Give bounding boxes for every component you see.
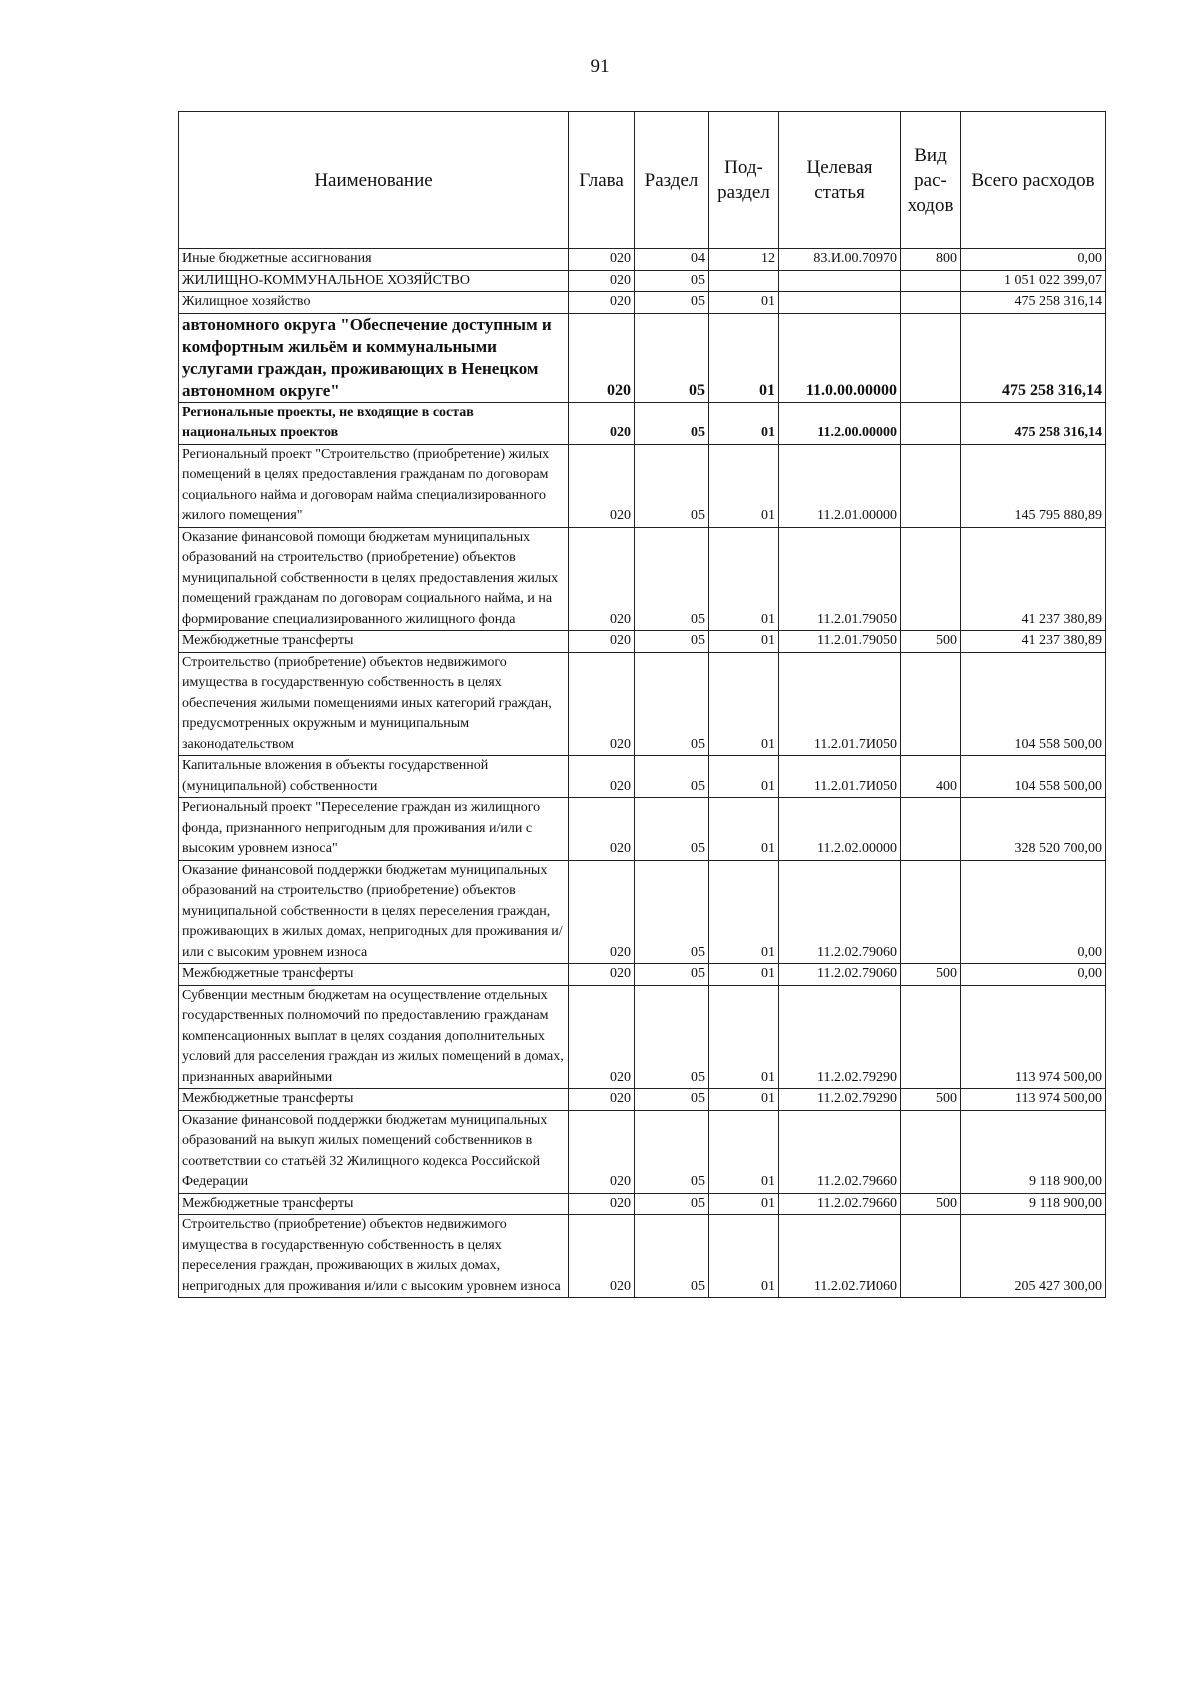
cell-glava: 020 <box>569 964 635 986</box>
cell-podrazdel: 01 <box>709 652 779 756</box>
cell-podrazdel <box>709 270 779 292</box>
cell-name: Строительство (приобретение) объектов недвижимого имущества в государственную собственность в целях обеспечения жилыми помещениями иных категорий граждан, предусмотренных окружным и муниципальным законодательством <box>179 652 569 756</box>
table-row <box>179 1215 1106 1298</box>
cell-total: 104 558 500,00 <box>961 756 1106 798</box>
cell-celevaya: 11.2.02.79290 <box>779 985 901 1089</box>
cell-vid <box>901 798 961 861</box>
cell-total: 0,00 <box>961 860 1106 964</box>
cell-total: 9 118 900,00 <box>961 1110 1106 1193</box>
cell-total: 475 258 316,14 <box>961 313 1106 402</box>
cell-podrazdel: 01 <box>709 631 779 653</box>
cell-razdel: 05 <box>635 964 709 986</box>
cell-vid <box>901 985 961 1089</box>
cell-celevaya: 11.2.02.79290 <box>779 1089 901 1111</box>
table-row <box>179 270 1106 292</box>
cell-glava: 020 <box>569 527 635 631</box>
cell-razdel: 05 <box>635 527 709 631</box>
cell-name: Строительство (приобретение) объектов недвижимого имущества в государственную собственность в целях переселения граждан, проживающих в жилых домах, непригодных для проживания и/или с высоким уровнем износа <box>179 1215 569 1298</box>
cell-celevaya: 11.2.00.00000 <box>779 402 901 444</box>
cell-razdel: 05 <box>635 798 709 861</box>
cell-celevaya: 11.2.01.7И050 <box>779 756 901 798</box>
cell-celevaya <box>779 270 901 292</box>
cell-name: Субвенции местным бюджетам на осуществление отдельных государственных полномочий по предоставлению гражданам компенсационных выплат в целях создания дополнительных условий для расселения граждан из жилых помещений в домах, признанных аварийными <box>179 985 569 1089</box>
cell-name: Оказание финансовой помощи бюджетам муниципальных образований на строительство (приобретение) объектов муниципальной собственности в целях предоставления жилых помещений гражданам по договорам социального найма, и на формирование специализированного жилищного фонда <box>179 527 569 631</box>
cell-podrazdel: 01 <box>709 1193 779 1215</box>
cell-total: 0,00 <box>961 249 1106 271</box>
cell-podrazdel: 01 <box>709 527 779 631</box>
cell-vid: 500 <box>901 631 961 653</box>
cell-name: Оказание финансовой поддержки бюджетам муниципальных образований на выкуп жилых помещений собственников в соответствии со статьёй 32 Жилищного кодекса Российской Федерации <box>179 1110 569 1193</box>
cell-name: Региональный проект "Строительство (приобретение) жилых помещений в целях предоставления гражданам по договорам социального найма и договорам найма специализированного жилого помещения" <box>179 444 569 527</box>
cell-glava: 020 <box>569 1215 635 1298</box>
cell-celevaya: 11.2.01.7И050 <box>779 652 901 756</box>
table-row <box>179 652 1106 756</box>
cell-total: 113 974 500,00 <box>961 985 1106 1089</box>
cell-vid: 500 <box>901 964 961 986</box>
cell-vid <box>901 652 961 756</box>
cell-vid <box>901 1215 961 1298</box>
cell-name: Межбюджетные трансферты <box>179 964 569 986</box>
cell-name: Региональный проект "Переселение граждан из жилищного фонда, признанного непригодным для проживания и/или с высоким уровнем износа" <box>179 798 569 861</box>
cell-razdel: 05 <box>635 402 709 444</box>
cell-vid: 500 <box>901 1193 961 1215</box>
cell-total: 475 258 316,14 <box>961 292 1106 314</box>
cell-total: 145 795 880,89 <box>961 444 1106 527</box>
cell-name: Жилищное хозяйство <box>179 292 569 314</box>
cell-podrazdel: 01 <box>709 444 779 527</box>
cell-podrazdel: 01 <box>709 985 779 1089</box>
cell-total: 328 520 700,00 <box>961 798 1106 861</box>
cell-total: 113 974 500,00 <box>961 1089 1106 1111</box>
cell-total: 0,00 <box>961 964 1106 986</box>
cell-vid <box>901 270 961 292</box>
table-row <box>179 1110 1106 1193</box>
cell-celevaya: 11.2.02.79060 <box>779 964 901 986</box>
cell-vid <box>901 402 961 444</box>
table-row <box>179 527 1106 631</box>
header-celevaya: Целевая статья <box>779 112 901 249</box>
cell-name: ЖИЛИЩНО-КОММУНАЛЬНОЕ ХОЗЯЙСТВО <box>179 270 569 292</box>
cell-name: Межбюджетные трансферты <box>179 1193 569 1215</box>
cell-total: 1 051 022 399,07 <box>961 270 1106 292</box>
cell-celevaya <box>779 292 901 314</box>
cell-razdel: 05 <box>635 1089 709 1111</box>
cell-total: 41 237 380,89 <box>961 527 1106 631</box>
cell-podrazdel: 01 <box>709 860 779 964</box>
cell-name: Оказание финансовой поддержки бюджетам муниципальных образований на строительство (приобретение) объектов муниципальной собственности в целях переселения граждан, проживающих в жилых домах, непригодных для проживания и/или с высоким уровнем износа <box>179 860 569 964</box>
header-vid: Вид рас- ходов <box>901 112 961 249</box>
header-podrazdel: Под- раздел <box>709 112 779 249</box>
cell-name: автономного округа "Обеспечение доступным и комфортным жильём и коммунальными услугами граждан, проживающих в Ненецком автономном округе" <box>179 313 569 402</box>
cell-razdel: 05 <box>635 313 709 402</box>
cell-podrazdel: 01 <box>709 798 779 861</box>
cell-vid <box>901 444 961 527</box>
cell-glava: 020 <box>569 756 635 798</box>
cell-vid: 500 <box>901 1089 961 1111</box>
cell-razdel: 05 <box>635 1110 709 1193</box>
cell-name: Капитальные вложения в объекты государственной (муниципальной) собственности <box>179 756 569 798</box>
cell-glava: 020 <box>569 631 635 653</box>
cell-celevaya: 11.2.02.79660 <box>779 1110 901 1193</box>
table-row <box>179 444 1106 527</box>
cell-celevaya: 11.2.02.79060 <box>779 860 901 964</box>
cell-vid: 800 <box>901 249 961 271</box>
cell-total: 205 427 300,00 <box>961 1215 1106 1298</box>
cell-glava: 020 <box>569 249 635 271</box>
cell-glava: 020 <box>569 860 635 964</box>
cell-glava: 020 <box>569 1110 635 1193</box>
cell-glava: 020 <box>569 313 635 402</box>
cell-celevaya: 11.2.02.00000 <box>779 798 901 861</box>
page-number: 91 <box>590 56 610 77</box>
cell-name: Региональные проекты, не входящие в состав национальных проектов <box>179 402 569 444</box>
cell-celevaya: 83.И.00.70970 <box>779 249 901 271</box>
cell-podrazdel: 01 <box>709 1089 779 1111</box>
cell-podrazdel: 01 <box>709 402 779 444</box>
cell-glava: 020 <box>569 1193 635 1215</box>
table-row <box>179 1089 1106 1111</box>
cell-razdel: 05 <box>635 292 709 314</box>
cell-celevaya: 11.2.01.79050 <box>779 631 901 653</box>
cell-celevaya: 11.2.02.7И060 <box>779 1215 901 1298</box>
cell-vid <box>901 1110 961 1193</box>
table-row <box>179 798 1106 861</box>
table-row <box>179 249 1106 271</box>
cell-podrazdel: 01 <box>709 1215 779 1298</box>
cell-podrazdel: 12 <box>709 249 779 271</box>
cell-razdel: 04 <box>635 249 709 271</box>
table-row <box>179 860 1106 964</box>
header-razdel: Раздел <box>635 112 709 249</box>
cell-celevaya: 11.2.01.00000 <box>779 444 901 527</box>
table-row <box>179 1193 1106 1215</box>
cell-glava: 020 <box>569 652 635 756</box>
table-row <box>179 756 1106 798</box>
table-row <box>179 292 1106 314</box>
cell-glava: 020 <box>569 985 635 1089</box>
cell-glava: 020 <box>569 270 635 292</box>
cell-name: Межбюджетные трансферты <box>179 631 569 653</box>
cell-glava: 020 <box>569 402 635 444</box>
cell-total: 104 558 500,00 <box>961 652 1106 756</box>
header-row <box>179 112 1106 249</box>
cell-name: Межбюджетные трансферты <box>179 1089 569 1111</box>
cell-razdel: 05 <box>635 1193 709 1215</box>
cell-glava: 020 <box>569 798 635 861</box>
cell-razdel: 05 <box>635 631 709 653</box>
cell-podrazdel: 01 <box>709 313 779 402</box>
cell-celevaya: 11.2.02.79660 <box>779 1193 901 1215</box>
cell-vid <box>901 313 961 402</box>
cell-total: 9 118 900,00 <box>961 1193 1106 1215</box>
header-total: Всего расходов <box>961 112 1106 249</box>
table-row <box>179 631 1106 653</box>
cell-razdel: 05 <box>635 756 709 798</box>
cell-podrazdel: 01 <box>709 292 779 314</box>
cell-razdel: 05 <box>635 652 709 756</box>
cell-podrazdel: 01 <box>709 756 779 798</box>
table-row <box>179 402 1106 444</box>
cell-razdel: 05 <box>635 860 709 964</box>
cell-total: 41 237 380,89 <box>961 631 1106 653</box>
cell-total: 475 258 316,14 <box>961 402 1106 444</box>
cell-podrazdel: 01 <box>709 964 779 986</box>
cell-vid <box>901 860 961 964</box>
cell-razdel: 05 <box>635 270 709 292</box>
cell-glava: 020 <box>569 292 635 314</box>
cell-vid <box>901 292 961 314</box>
header-glava: Глава <box>569 112 635 249</box>
table-row <box>179 985 1106 1089</box>
cell-vid <box>901 527 961 631</box>
cell-razdel: 05 <box>635 985 709 1089</box>
cell-razdel: 05 <box>635 444 709 527</box>
cell-name: Иные бюджетные ассигнования <box>179 249 569 271</box>
cell-podrazdel: 01 <box>709 1110 779 1193</box>
table-row <box>179 313 1106 402</box>
cell-celevaya: 11.2.01.79050 <box>779 527 901 631</box>
cell-glava: 020 <box>569 444 635 527</box>
header-name: Наименование <box>179 112 569 249</box>
cell-glava: 020 <box>569 1089 635 1111</box>
cell-vid: 400 <box>901 756 961 798</box>
table-row <box>179 964 1106 986</box>
budget-table <box>178 111 1106 1298</box>
cell-celevaya: 11.0.00.00000 <box>779 313 901 402</box>
cell-razdel: 05 <box>635 1215 709 1298</box>
